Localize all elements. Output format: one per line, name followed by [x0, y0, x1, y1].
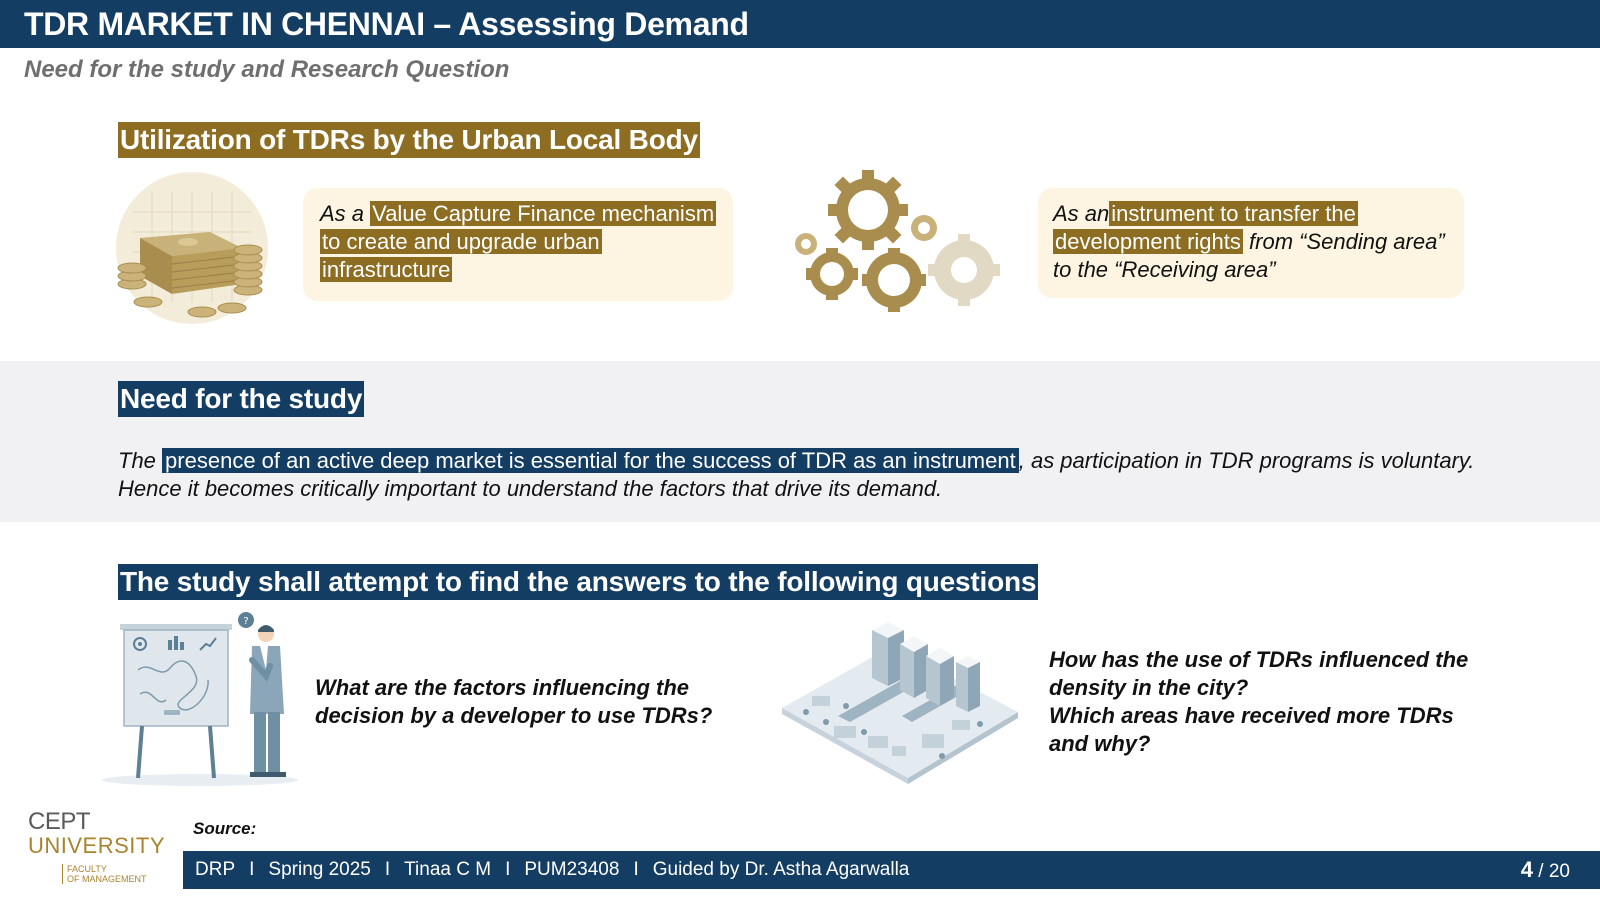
- page-current: 4: [1520, 857, 1534, 882]
- value-capture-text: [320, 200, 720, 284]
- footer-text: [195, 859, 909, 881]
- gears-icon: [790, 168, 1010, 318]
- title-bar: [0, 0, 1600, 48]
- faculty-line: FACULTY: [67, 864, 107, 874]
- page-total: / 20: [1538, 861, 1570, 882]
- need-paragraph: [118, 447, 1518, 503]
- card1-prefix: As a: [320, 201, 365, 226]
- management-line: OF MANAGEMENT: [67, 874, 147, 884]
- source-label: Source:: [193, 819, 257, 838]
- footer-bar: [183, 851, 1600, 889]
- questions-heading: The study shall attempt to find the answers to the following questions: [118, 564, 1038, 600]
- footer-separator: I: [384, 859, 391, 880]
- question-2: How has the use of TDRs influenced the density in the city?: [1049, 647, 1469, 700]
- footer-course: DRP: [195, 859, 236, 880]
- footer-separator: I: [633, 859, 639, 880]
- slide-subtitle: Need for the study and Research Question: [24, 56, 510, 83]
- svg-text:?: ?: [243, 616, 249, 627]
- cept-logo-text: CEPT: [28, 808, 91, 835]
- need-heading: Need for the study: [118, 381, 364, 417]
- slide-title: TDR MARKET IN CHENNAI – Assessing Demand: [24, 6, 749, 42]
- need-suffix: , as participation in TDR programs is voluntary. Hence it becomes critically important to understand the factors that drive its demand.: [118, 448, 1475, 501]
- card2-highlight: instrument to transfer the development rights: [1055, 201, 1356, 254]
- footer-id: PUM23408: [524, 859, 620, 880]
- footer-guide: Guided by Dr. Astha Agarwalla: [652, 859, 910, 880]
- need-prefix: The: [118, 448, 156, 473]
- city-isometric-icon: [782, 616, 1018, 786]
- need-highlight: presence of an active deep market is essential for the success of TDR as an instrument: [162, 448, 1019, 473]
- card2-suffix: from “Sending area” to the “Receiving area”: [1053, 229, 1445, 282]
- presentation-board-icon: [100, 610, 300, 790]
- transfer-rights-text: [1053, 200, 1453, 284]
- question-1: What are the factors influencing the decision by a developer to use TDRs?: [315, 675, 713, 728]
- question-3: Which areas have received more TDRs and why?: [1049, 703, 1454, 756]
- utilization-heading: Utilization of TDRs by the Urban Local Body: [118, 122, 700, 158]
- faculty-logo-text: [62, 864, 147, 884]
- card2-prefix: As an: [1053, 201, 1110, 226]
- footer-author: Tinaa C M: [404, 859, 492, 880]
- page-number: [1521, 857, 1570, 883]
- footer-term: Spring 2025: [268, 859, 371, 880]
- money-stack-icon: [112, 172, 272, 332]
- footer-separator: I: [505, 859, 511, 880]
- university-logo-text: UNIVERSITY: [28, 833, 166, 858]
- footer-separator: I: [249, 859, 255, 880]
- card1-highlight: Value Capture Finance mechanism to create and upgrade urban infrastructure: [322, 201, 715, 282]
